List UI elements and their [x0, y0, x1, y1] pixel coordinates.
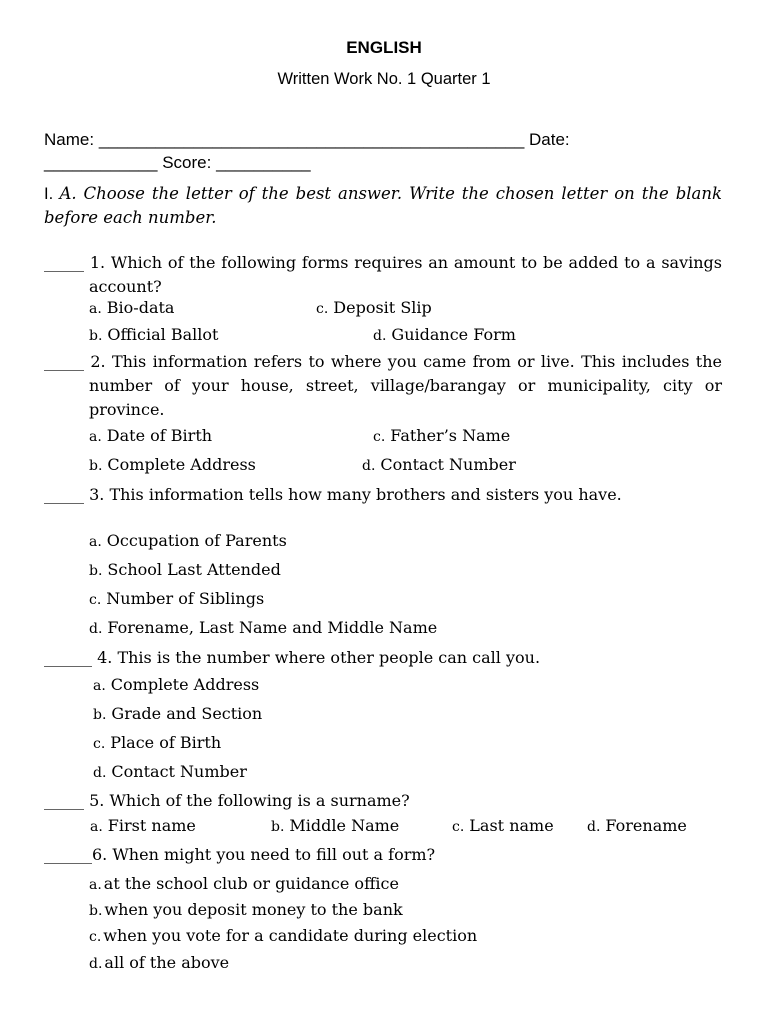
option-1b: b. Official Ballot — [89, 325, 219, 344]
option-3a: a. Occupation of Parents — [89, 531, 287, 550]
option-3d: d. Forename, Last Name and Middle Name — [89, 618, 438, 637]
option-1c: c. Deposit Slip — [316, 298, 432, 317]
answer-blank: _____ — [44, 253, 84, 272]
option-5d: d. Forename — [587, 816, 687, 835]
date-label: Date: — [529, 130, 570, 149]
option-5c: c. Last name — [452, 816, 554, 835]
instructions — [44, 182, 722, 229]
option-1a: a. Bio-data — [89, 298, 175, 317]
option-6a: a. at the school club or guidance office — [89, 874, 399, 893]
answer-blank: ______ — [44, 648, 92, 667]
option-6c: c. when you vote for a candidate during election — [89, 926, 478, 945]
page-subtitle: Written Work No. 1 Quarter 1 — [277, 70, 491, 88]
option-5a: a. First name — [90, 816, 196, 835]
question-text: 5. Which of the following is a surname? — [84, 791, 410, 810]
question-text: 6. When might you need to fill out a form? — [92, 845, 436, 864]
date-score-line — [44, 153, 311, 173]
page-title: ENGLISH — [346, 38, 422, 57]
option-2a: a. Date of Birth — [89, 426, 213, 445]
instructions-lead: I. — [44, 185, 60, 203]
question-text: 3. This information tells how many brothers and sisters you have. — [84, 485, 622, 504]
option-6b: b. when you deposit money to the bank — [89, 900, 403, 919]
option-5b: b. Middle Name — [271, 816, 400, 835]
name-label: Name: — [44, 130, 95, 149]
option-3b: b. School Last Attended — [89, 560, 281, 579]
option-2d: d. Contact Number — [362, 455, 516, 474]
name-blank: _____________________________________________ — [98, 130, 525, 149]
question-4 — [44, 646, 722, 670]
question-5 — [44, 789, 722, 813]
answer-blank: _____ — [44, 352, 84, 371]
question-2 — [44, 350, 722, 422]
option-4d: d. Contact Number — [93, 762, 247, 781]
option-1d: d. Guidance Form — [373, 325, 516, 344]
option-4b: b. Grade and Section — [93, 704, 263, 723]
option-4a: a. Complete Address — [93, 675, 260, 694]
name-date-line — [44, 130, 570, 150]
question-text: 1. Which of the following forms requires an amount to be added to a savings account? — [84, 253, 722, 296]
option-2b: b. Complete Address — [89, 455, 256, 474]
score-blank: __________ — [216, 153, 311, 172]
answer-blank: _____ — [44, 791, 84, 810]
answer-blank: _____ — [44, 485, 84, 504]
date-blank: ____________ — [44, 153, 158, 172]
question-text: 4. This is the number where other people can call you. — [92, 648, 541, 667]
option-6d: d. all of the above — [89, 953, 230, 972]
question-6 — [44, 843, 722, 867]
option-2c: c. Father’s Name — [373, 426, 511, 445]
question-1 — [44, 251, 722, 299]
option-4c: c. Place of Birth — [93, 733, 222, 752]
question-text: 2. This information refers to where you came from or live. This includes the number of your house, street, village/barangay or municipality, city or province. — [84, 352, 722, 419]
answer-blank: ______ — [44, 845, 92, 864]
question-3 — [44, 483, 722, 507]
score-label: Score: — [162, 153, 212, 172]
option-3c: c. Number of Siblings — [89, 589, 265, 608]
instructions-text: A. Choose the letter of the best answer. Write the chosen letter on the blank before each number. — [44, 184, 722, 227]
